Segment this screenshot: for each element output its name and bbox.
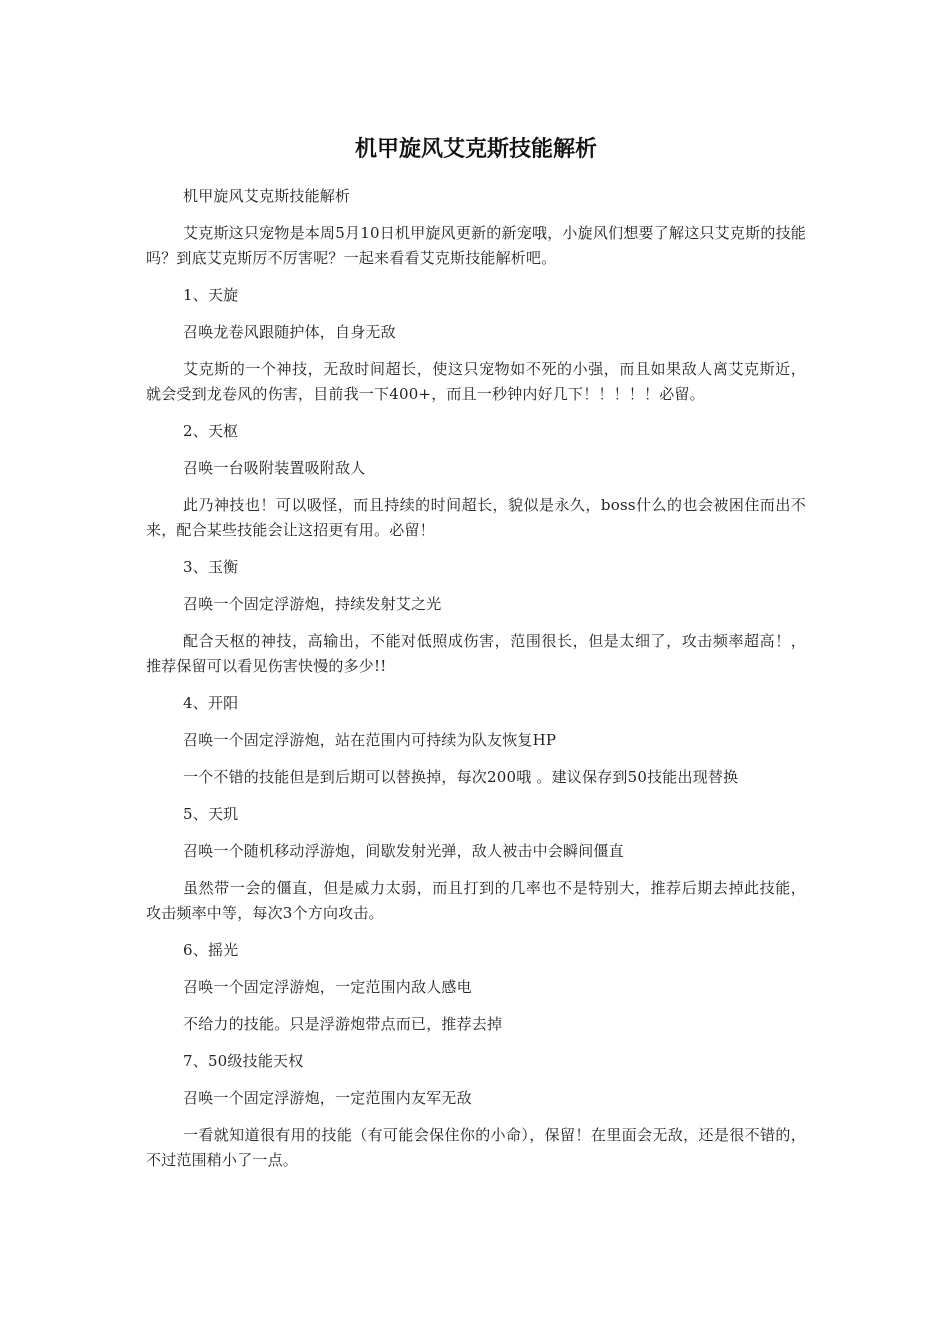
skill-effect-1: 召唤龙卷风跟随护体，自身无敌 [183, 323, 396, 341]
skill-effect-3: 召唤一个固定浮游炮，持续发射艾之光 [183, 595, 442, 613]
document-page [146, 134, 806, 1185]
intro-heading: 机甲旋风艾克斯技能解析 [183, 187, 351, 205]
skill-comment-6: 不给力的技能。只是浮游炮带点而已，推荐去掉 [183, 1015, 503, 1033]
skill-comment-4: 一个不错的技能但是到后期可以替换掉，每次200哦 。建议保存到50技能出现替换 [183, 768, 739, 786]
skill-heading-5: 5、天玑 [183, 805, 239, 823]
skill-comment-3: 配合天枢的神技，高输出，不能对低照成伤害，范围很长，但是太细了，攻击频率超高！，推荐保留可以看见伤害快慢的多少!! [146, 632, 806, 675]
skill-comment-5: 虽然带一会的僵直，但是威力太弱，而且打到的几率也不是特别大，推荐后期去掉此技能，攻击频率中等，每次3个方向攻击。 [146, 879, 806, 922]
skill-comment-7: 一看就知道很有用的技能（有可能会保住你的小命），保留！在里面会无敌，还是很不错的，不过范围稍小了一点。 [146, 1126, 806, 1169]
skill-heading-2: 2、天枢 [183, 422, 239, 440]
skill-heading-6: 6、摇光 [183, 941, 239, 959]
intro-paragraph: 艾克斯这只宠物是本周5月10日机甲旋风更新的新宠哦，小旋风们想要了解这只艾克斯的技能吗？到底艾克斯厉不厉害呢？一起来看看艾克斯技能解析吧。 [146, 224, 806, 267]
skill-comment-2: 此乃神技也！可以吸怪，而且持续的时间超长，貌似是永久，boss什么的也会被困住而出不来，配合某些技能会让这招更有用。必留！ [146, 496, 806, 539]
skill-effect-6: 召唤一个固定浮游炮，一定范围内敌人感电 [183, 978, 472, 996]
skill-heading-4: 4、开阳 [183, 694, 239, 712]
skill-heading-7: 7、50级技能天权 [183, 1052, 304, 1070]
document-title: 机甲旋风艾克斯技能解析 [354, 137, 597, 162]
skill-heading-3: 3、玉衡 [183, 558, 239, 576]
skill-effect-7: 召唤一个固定浮游炮，一定范围内友军无敌 [183, 1089, 472, 1107]
skill-effect-5: 召唤一个随机移动浮游炮，间歇发射光弹，敌人被击中会瞬间僵直 [183, 842, 624, 860]
skill-heading-1: 1、天旋 [183, 286, 239, 304]
skill-effect-2: 召唤一台吸附装置吸附敌人 [183, 459, 366, 477]
skill-comment-1: 艾克斯的一个神技，无敌时间超长，使这只宠物如不死的小强，而且如果敌人离艾克斯近，就会受到龙卷风的伤害，目前我一下400+，而且一秒钟内好几下！！！！！必留。 [146, 360, 806, 403]
skill-effect-4: 召唤一个固定浮游炮，站在范围内可持续为队友恢复HP [183, 731, 557, 749]
